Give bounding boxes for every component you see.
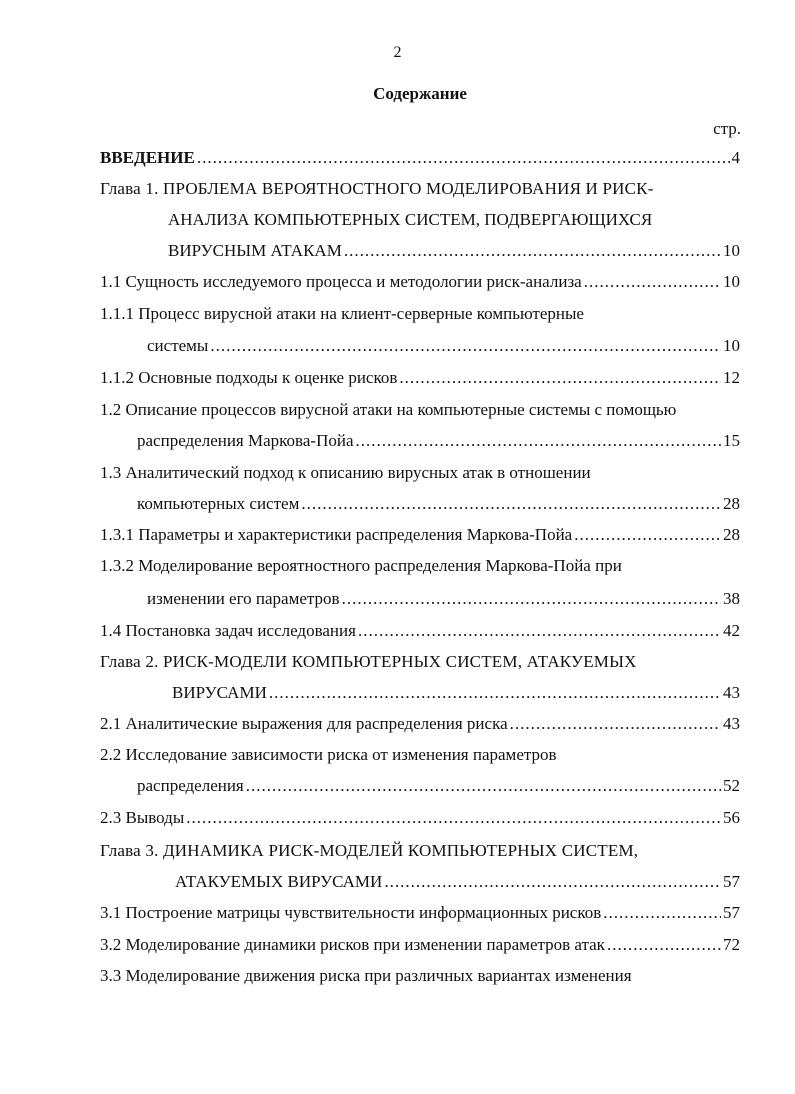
- toc-entry-1-4: [100, 618, 740, 644]
- toc-leader-dots: [603, 900, 721, 926]
- page-number: 2: [393, 44, 402, 61]
- toc-page-number: 52: [723, 776, 740, 795]
- toc-page-number: 28: [723, 494, 740, 513]
- toc-entry-1-1-1-line-2: [147, 333, 740, 359]
- toc-entry-1-3-1: [100, 522, 740, 548]
- toc-leader-dots: [355, 428, 721, 454]
- toc-leader-dots: [344, 238, 721, 264]
- toc-entry-3-1: [100, 900, 740, 926]
- toc-entry-label: 2.1 Аналитические выражения для распределения риска: [100, 714, 508, 733]
- toc-leader-dots: [210, 333, 721, 359]
- toc-entry-1-2-line-1: 1.2 Описание процессов вирусной атаки на компьютерные системы с помощью: [100, 400, 677, 419]
- toc-page-number: 43: [723, 683, 740, 702]
- toc-page-number: 72: [723, 935, 740, 954]
- toc-page-number: 4: [731, 148, 740, 167]
- page-title: Содержание: [373, 84, 467, 103]
- toc-leader-dots: [384, 869, 721, 895]
- toc-entry-label: компьютерных систем: [137, 494, 300, 513]
- toc-page-number: 42: [723, 621, 740, 640]
- toc-entry-2-2-line-1: 2.2 Исследование зависимости риска от изменения параметров: [100, 745, 557, 764]
- toc-page-number: 28: [723, 525, 740, 544]
- toc-entry-label: АТАКУЕМЫХ ВИРУСАМИ: [175, 872, 383, 891]
- toc-entry-label: изменении его параметров: [147, 589, 340, 608]
- toc-entry-3-2: [100, 932, 740, 958]
- toc-entry-1-3-line-1: 1.3 Аналитический подход к описанию вирусных атак в отношении: [100, 463, 591, 482]
- toc-page-number: 38: [723, 589, 740, 608]
- toc-entry-1-1-2: [100, 365, 740, 391]
- toc-entry-chapter-1-line-1: Глава 1. ПРОБЛЕМА ВЕРОЯТНОСТНОГО МОДЕЛИРОВАНИЯ И РИСК-: [100, 179, 654, 198]
- toc-leader-dots: [186, 805, 721, 831]
- toc-entry-chapter-3-line-1: Глава 3. ДИНАМИКА РИСК-МОДЕЛЕЙ КОМПЬЮТЕРНЫХ СИСТЕМ,: [100, 841, 639, 860]
- toc-leader-dots: [342, 586, 721, 612]
- toc-entry-1-1: [100, 269, 740, 295]
- toc-leader-dots: [301, 491, 721, 517]
- toc-leader-dots: [269, 680, 721, 706]
- toc-leader-dots: [510, 711, 721, 737]
- toc-page-number: 10: [723, 336, 740, 355]
- toc-page-number: 10: [723, 272, 740, 291]
- toc-entry-label: ВВЕДЕНИЕ: [100, 148, 195, 167]
- toc-leader-dots: [574, 522, 721, 548]
- toc-entry-label: 1.3.1 Параметры и характеристики распределения Маркова-Пойа: [100, 525, 573, 544]
- toc-leader-dots: [358, 618, 721, 644]
- toc-page-number: 56: [723, 808, 740, 827]
- toc-entry-1-3-line-2: [137, 491, 740, 517]
- toc-page-number: 15: [723, 431, 740, 450]
- toc-entry-chapter-3-line-2: [175, 869, 740, 895]
- toc-page-number: 12: [723, 368, 740, 387]
- toc-page-number: 57: [723, 872, 740, 891]
- toc-entry-label: 1.1 Сущность исследуемого процесса и методологии риск-анализа: [100, 272, 582, 291]
- toc-entry-2-1: [100, 711, 740, 737]
- toc-entry-chapter-2-line-2: [172, 680, 740, 706]
- toc-leader-dots: [399, 365, 721, 391]
- toc-leader-dots: [246, 773, 721, 799]
- toc-entry-label: 3.2 Моделирование динамики рисков при изменении параметров атак: [100, 935, 605, 954]
- toc-entry-2-3: [100, 805, 740, 831]
- toc-entry-introduction: [100, 145, 740, 171]
- toc-entry-label: распределения: [137, 776, 244, 795]
- toc-entry-label: ВИРУСНЫМ АТАКАМ: [168, 241, 342, 260]
- toc-entry-1-1-1-line-1: 1.1.1 Процесс вирусной атаки на клиент-серверные компьютерные: [100, 304, 584, 323]
- toc-entry-2-2-line-2: [137, 773, 740, 799]
- toc-entry-label: 3.1 Построение матрицы чувствительности информационных рисков: [100, 903, 602, 922]
- toc-entry-1-3-2-line-2: [147, 586, 740, 612]
- toc-entry-3-3: 3.3 Моделирование движения риска при различных вариантах изменения: [100, 966, 632, 985]
- toc-leader-dots: [584, 269, 721, 295]
- toc-entry-label: 2.3 Выводы: [100, 808, 185, 827]
- toc-entry-label: системы: [147, 336, 209, 355]
- toc-entry-chapter-1-line-2: АНАЛИЗА КОМПЬЮТЕРНЫХ СИСТЕМ, ПОДВЕРГАЮЩИХСЯ: [168, 210, 653, 229]
- toc-page-number: 43: [723, 714, 740, 733]
- page-column-label: стр.: [713, 119, 741, 138]
- toc-entry-label: распределения Маркова-Пойа: [137, 431, 354, 450]
- toc-page-number: 10: [723, 241, 740, 260]
- toc-entry-label: ВИРУСАМИ: [172, 683, 267, 702]
- toc-entry-1-2-line-2: [137, 428, 740, 454]
- toc-page-number: 57: [723, 903, 740, 922]
- toc-leader-dots: [197, 145, 730, 171]
- toc-entry-1-3-2-line-1: 1.3.2 Моделирование вероятностного распределения Маркова-Пойа при: [100, 556, 622, 575]
- toc-entry-label: 1.4 Постановка задач исследования: [100, 621, 356, 640]
- toc-entry-chapter-1-line-3: [168, 238, 740, 264]
- toc-entry-label: 1.1.2 Основные подходы к оценке рисков: [100, 368, 398, 387]
- toc-entry-chapter-2-line-1: Глава 2. РИСК-МОДЕЛИ КОМПЬЮТЕРНЫХ СИСТЕМ, АТАКУЕМЫХ: [100, 652, 637, 671]
- toc-leader-dots: [607, 932, 721, 958]
